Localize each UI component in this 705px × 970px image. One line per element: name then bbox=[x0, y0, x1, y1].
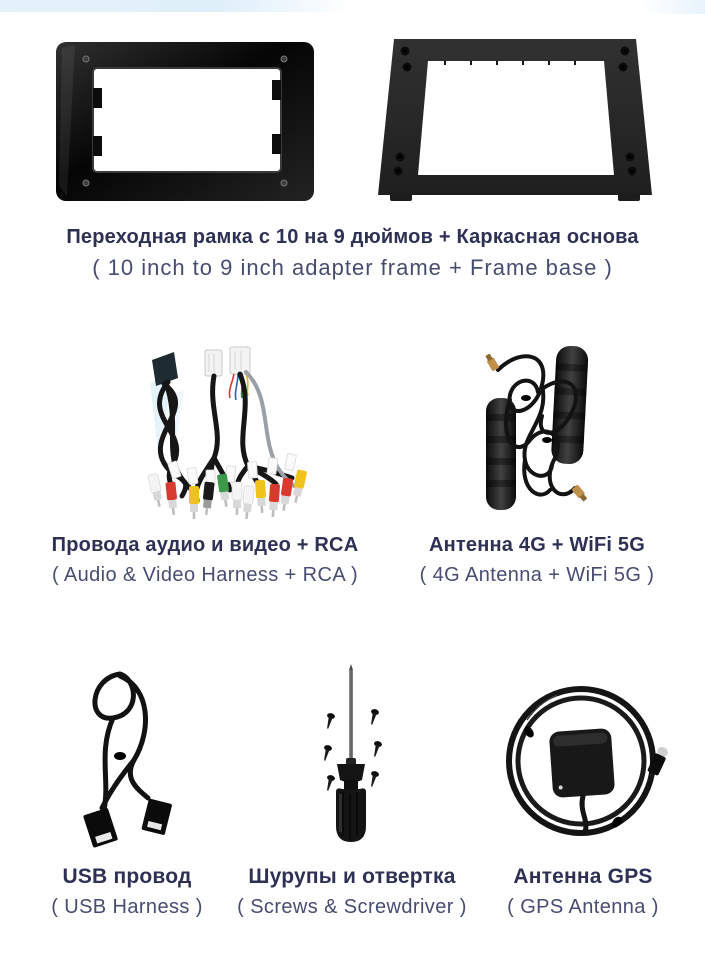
caption-screws-ru: Шурупы и отвертка bbox=[248, 865, 456, 888]
caption-antenna-4g-en: ( 4G Antenna + WiFi 5G ) bbox=[419, 564, 655, 586]
caption-gps bbox=[473, 865, 693, 919]
watermark-streak bbox=[0, 0, 352, 12]
caption-gps-ru: Антенна GPS bbox=[513, 865, 653, 888]
antenna-4g-wifi-image bbox=[480, 340, 595, 515]
gps-antenna-image bbox=[497, 660, 682, 850]
caption-usb-en: ( USB Harness ) bbox=[51, 896, 203, 918]
screws-screwdriver-image bbox=[298, 664, 403, 846]
caption-av-harness-en: ( Audio & Video Harness + RCA ) bbox=[51, 564, 359, 586]
caption-usb-ru: USB провод bbox=[62, 865, 192, 888]
caption-antenna-4g bbox=[400, 534, 674, 587]
frame-base-image bbox=[378, 37, 652, 202]
usb-connector bbox=[141, 798, 172, 835]
caption-av-harness-ru: Провода аудио и видео + RCA bbox=[51, 534, 359, 556]
caption-screws-en: ( Screws & Screwdriver ) bbox=[237, 896, 467, 918]
caption-usb bbox=[27, 865, 227, 919]
usb-connector bbox=[83, 808, 118, 848]
av-rca-harness-image bbox=[142, 338, 322, 523]
adapter-frame-image bbox=[53, 38, 317, 205]
kit-title-ru: Переходная рамка с 10 на 9 дюймов + Каркасная основа bbox=[66, 226, 639, 248]
usb-harness-image bbox=[68, 660, 188, 855]
watermark-streak bbox=[0, 0, 310, 10]
caption-gps-en: ( GPS Antenna ) bbox=[507, 896, 659, 918]
caption-antenna-4g-ru: Антенна 4G + WiFi 5G bbox=[428, 534, 646, 556]
caption-screws bbox=[237, 865, 467, 919]
watermark-streak bbox=[640, 0, 705, 14]
kit-title-en: ( 10 inch to 9 inch adapter frame + Frame base ) bbox=[92, 255, 613, 280]
sma-connector bbox=[484, 353, 499, 372]
caption-av-harness bbox=[30, 534, 380, 587]
